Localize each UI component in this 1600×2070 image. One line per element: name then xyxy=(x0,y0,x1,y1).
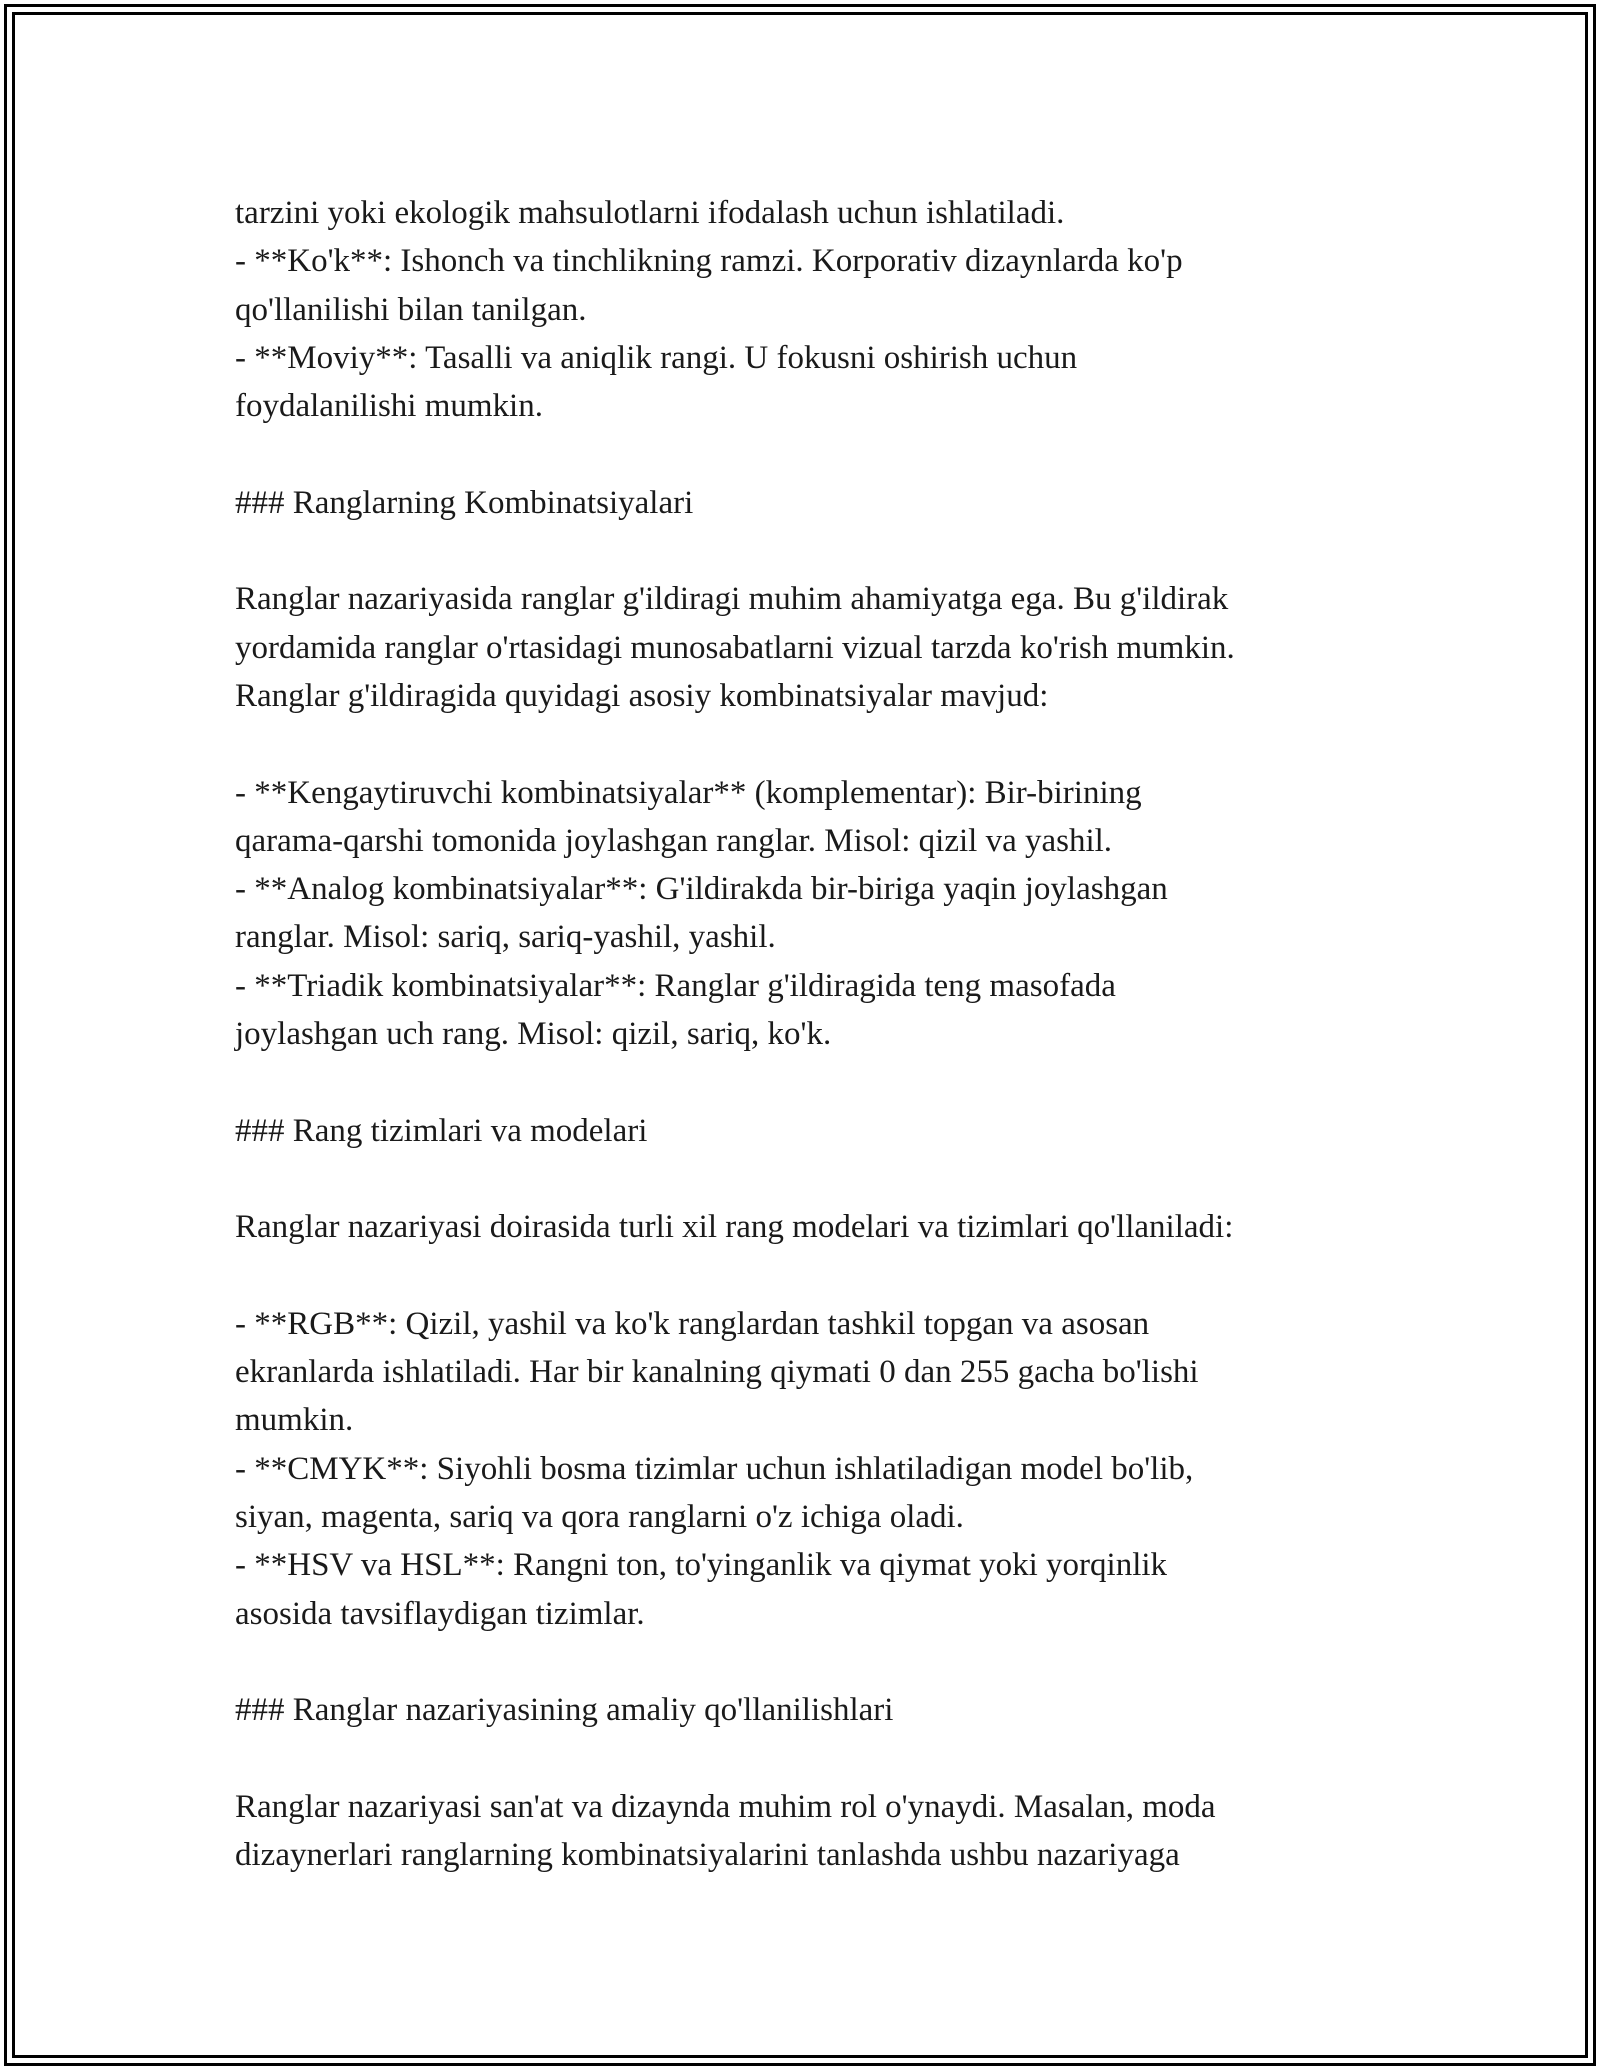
list-item-kok: - **Ko'k**: Ishonch va tinchlikning ramzi. Korporativ dizaynlarda ko'p xyxy=(235,243,1183,280)
paragraph-line: yordamida ranglar o'rtasidagi munosabatlarni vizual tarzda ko'rish mumkin. xyxy=(235,629,1235,666)
blank-line xyxy=(235,720,1385,768)
text-line: ekranlarda ishlatiladi. Har bir kanalning qiymati 0 dan 255 gacha bo'lishi xyxy=(235,1354,1199,1391)
blank-line xyxy=(235,1252,1385,1300)
paragraph-line: Ranglar nazariyasi doirasida turli xil rang modelari va tizimlari qo'llaniladi: xyxy=(235,1209,1234,1246)
section-heading: ### Rang tizimlari va modelari xyxy=(235,1112,648,1149)
section-heading: ### Ranglar nazariyasining amaliy qo'llanilishlari xyxy=(235,1692,894,1729)
paragraph-line: dizaynerlari ranglarning kombinatsiyalarini tanlashda ushbu nazariyaga xyxy=(235,1837,1180,1874)
list-item-cmyk: - **CMYK**: Siyohli bosma tizimlar uchun ishlatiladigan model bo'lib, xyxy=(235,1450,1194,1487)
list-item-kengaytiruvchi: - **Kengaytiruvchi kombinatsiyalar** (komplementar): Bir-birining xyxy=(235,774,1142,811)
document-body xyxy=(235,189,1385,1879)
blank-line xyxy=(235,1735,1385,1783)
blank-line xyxy=(235,527,1385,575)
blank-line xyxy=(235,1058,1385,1106)
text-line: asosida tavsiflaydigan tizimlar. xyxy=(235,1595,645,1632)
list-item-analog: - **Analog kombinatsiyalar**: G'ildirakda bir-biriga yaqin joylashgan xyxy=(235,871,1168,908)
list-item-triadik: - **Triadik kombinatsiyalar**: Ranglar g'ildiragida teng masofada xyxy=(235,967,1116,1004)
text-line: qarama-qarshi tomonida joylashgan ranglar. Misol: qizil va yashil. xyxy=(235,822,1113,859)
text-line: siyan, magenta, sariq va qora ranglarni o'z ichiga oladi. xyxy=(235,1499,964,1536)
list-item-moviy: - **Moviy**: Tasalli va aniqlik rangi. U fokusni oshirish uchun xyxy=(235,339,1078,376)
blank-line xyxy=(235,430,1385,478)
text-line: qo'llanilishi bilan tanilgan. xyxy=(235,291,587,328)
text-line: joylashgan uch rang. Misol: qizil, sariq, ko'k. xyxy=(235,1016,832,1053)
paragraph-line: Ranglar nazariyasi san'at va dizaynda muhim rol o'ynaydi. Masalan, moda xyxy=(235,1788,1216,1825)
text-line: mumkin. xyxy=(235,1402,354,1439)
blank-line xyxy=(235,1638,1385,1686)
section-heading: ### Ranglarning Kombinatsiyalari xyxy=(235,484,694,521)
text-line: tarzini yoki ekologik mahsulotlarni ifodalash uchun ishlatiladi. xyxy=(235,195,1065,231)
blank-line xyxy=(235,1155,1385,1203)
paragraph-line: Ranglar nazariyasida ranglar g'ildiragi muhim ahamiyatga ega. Bu g'ildirak xyxy=(235,581,1229,618)
text-line: ranglar. Misol: sariq, sariq-yashil, yashil. xyxy=(235,919,776,956)
text-line: foydalanilishi mumkin. xyxy=(235,388,543,425)
list-item-hsv-hsl: - **HSV va HSL**: Rangni ton, to'yinganlik va qiymat yoki yorqinlik xyxy=(235,1547,1168,1584)
paragraph-line: Ranglar g'ildiragida quyidagi asosiy kombinatsiyalar mavjud: xyxy=(235,677,1049,714)
list-item-rgb: - **RGB**: Qizil, yashil va ko'k ranglardan tashkil topgan va asosan xyxy=(235,1305,1150,1342)
